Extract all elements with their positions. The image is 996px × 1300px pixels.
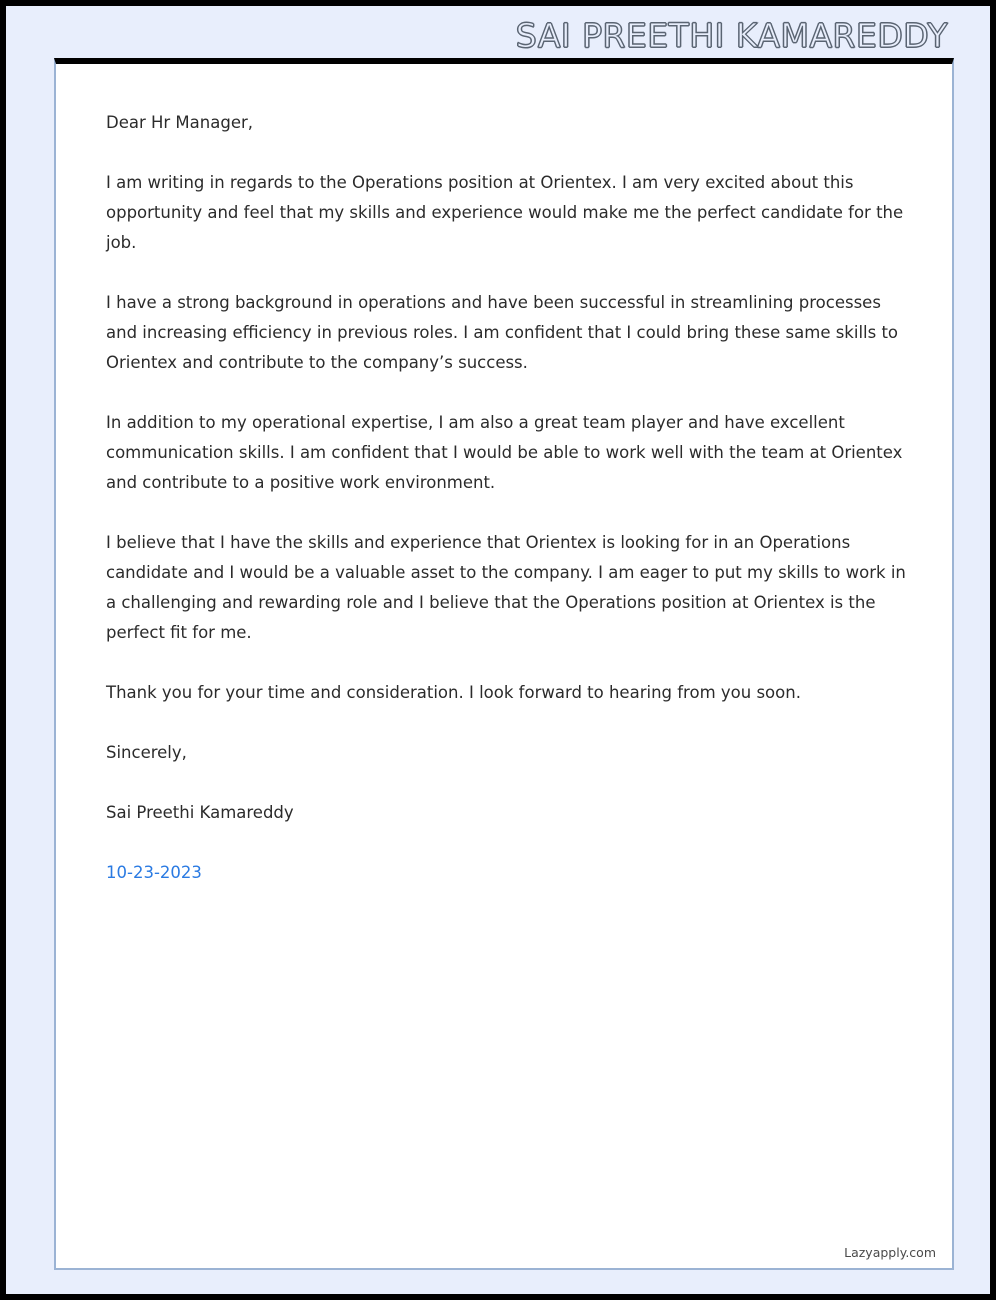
footer-brand: Lazyapply.com	[844, 1245, 936, 1260]
paragraph-5: Thank you for your time and consideration. I look forward to hearing from you soon.	[106, 683, 801, 702]
salutation: Dear Hr Manager,	[106, 113, 254, 132]
document-header	[12, 12, 996, 58]
cover-letter-card	[54, 58, 954, 1270]
paragraph-4: I believe that I have the skills and experience that Orientex is looking for in an Operations candidate and I would be a valuable asset to the company. I am eager to put my skills to work in a challenging and rewarding role and I believe that the Operations position at Orientex is the perfect fit for me.	[106, 533, 906, 642]
paragraph-2: I have a strong background in operations and have been successful in streamlining processes and increasing efficiency in previous roles. I am confident that I could bring these same skills to Orientex and contribute to the company’s success.	[106, 293, 899, 372]
page-title: SAI PREETHI KAMAREDDY	[515, 15, 948, 55]
letter-date: 10-23-2023	[106, 863, 202, 882]
signature-name: Sai Preethi Kamareddy	[106, 803, 294, 822]
paragraph-1: I am writing in regards to the Operations position at Orientex. I am very excited about this opportunity and feel that my skills and experience would make me the perfect candidate for the job.	[106, 173, 904, 252]
closing: Sincerely,	[106, 743, 187, 762]
cover-letter-body	[106, 108, 906, 918]
paragraph-3: In addition to my operational expertise, I am also a great team player and have excellent communication skills. I am confident that I would be able to work well with the team at Orientex and contribute to a positive work environment.	[106, 413, 903, 492]
